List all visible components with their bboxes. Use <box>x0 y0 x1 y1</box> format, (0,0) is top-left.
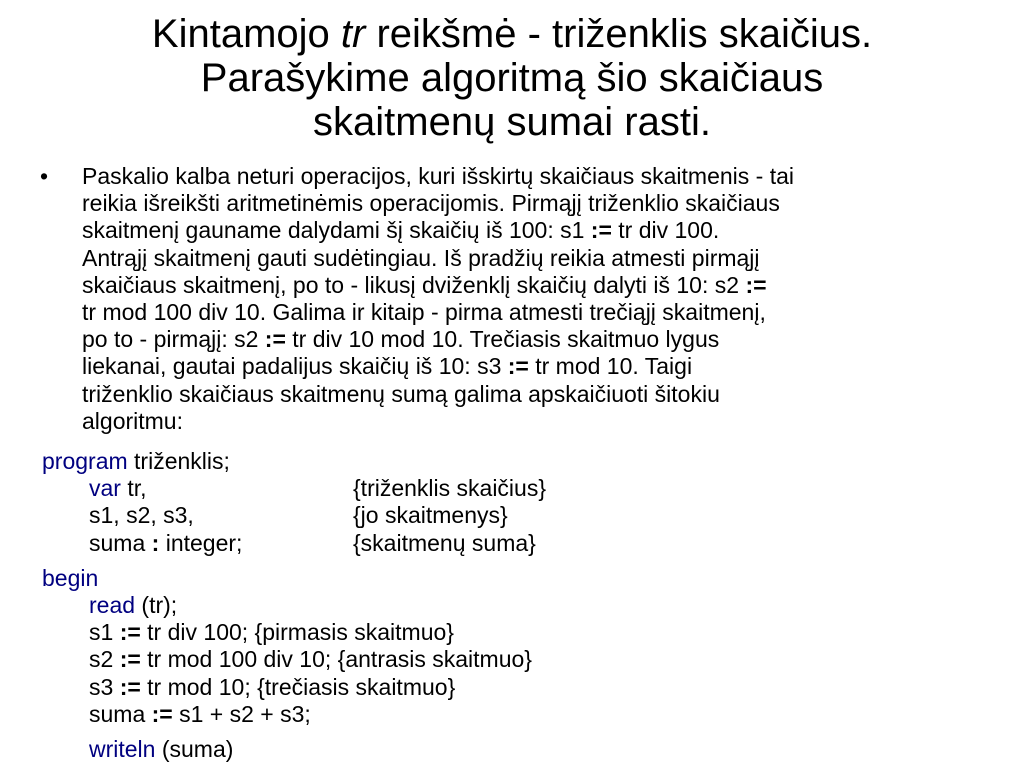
paragraph-line: tr mod 100 div 10. Galima ir kitaip - pirma atmesti trečiąjį skaitmenį, <box>82 299 766 326</box>
title-line-1 <box>60 12 964 56</box>
paragraph-text: tr mod 10. Taigi <box>528 353 693 380</box>
title-line-3: skaitmenų sumai rasti. <box>313 100 711 144</box>
code-text: s1 <box>89 619 120 646</box>
code-text: triženklis; <box>127 448 230 474</box>
paragraph-text: skaičiaus skaitmenį, po to - likusį dviženklį skaičių dalyti iš 10: s2 <box>82 271 746 298</box>
code-text: tr mod 100 div 10; {antrasis skaitmuo} <box>140 646 532 673</box>
code-text: suma <box>89 700 152 727</box>
code-line-var <box>42 475 547 502</box>
assign-operator: := <box>119 619 141 646</box>
paragraph-line: Paskalio kalba neturi operacijos, kuri išskirtų skaičiaus skaitmenis - tai <box>82 163 795 189</box>
code-comment: {triženklis skaičius} <box>353 475 547 502</box>
paragraph-text: tr div 100. <box>611 217 720 244</box>
paragraph-line: Antrąjį skaitmenį gauti sudėtingiau. Iš pradžių reikia atmesti pirmąjį <box>82 244 760 271</box>
code-line-s1 <box>42 619 532 646</box>
code-text: tr, <box>120 475 147 502</box>
code-line-vars-s <box>42 502 532 529</box>
pascal-code-block <box>42 448 547 763</box>
keyword-begin: begin <box>42 564 99 591</box>
code-text: integer; <box>159 529 243 556</box>
paragraph-text: po to - pirmąjį: s2 <box>82 326 265 353</box>
title-text: reikšmė - triženklis skaičius. <box>365 12 873 56</box>
keyword-var: var <box>89 475 121 502</box>
code-text: tr div 100; {pirmasis skaitmuo} <box>140 619 454 646</box>
keyword-read: read <box>89 591 136 618</box>
assign-operator: := <box>745 271 767 298</box>
code-line-writeln <box>42 736 532 763</box>
assign-operator: := <box>151 700 173 727</box>
paragraph-line: reikia išreikšti aritmetinėmis operacijomis. Pirmąjį triženklio skaičiaus <box>82 190 780 217</box>
code-line-suma <box>42 701 532 728</box>
code-comment: {jo skaitmenys} <box>353 502 508 529</box>
code-text: tr mod 10; {trečiasis skaitmuo} <box>140 673 456 700</box>
code-comment: {skaitmenų suma} <box>353 529 536 556</box>
title-variable: tr <box>340 12 366 56</box>
keyword-writeln: writeln <box>89 735 156 762</box>
bullet-list <box>40 163 990 435</box>
code-text: s2 <box>89 646 120 673</box>
code-text: s3 <box>89 673 120 700</box>
paragraph-line <box>82 217 990 244</box>
code-line-begin <box>42 565 532 592</box>
title-line-2: Parašykime algoritmą šio skaičiaus <box>200 56 824 100</box>
paragraph-text: liekanai, gautai padalijus skaičių iš 10: s3 <box>82 353 508 380</box>
bullet-marker: • <box>40 163 49 189</box>
paragraph-line <box>82 272 990 299</box>
paragraph-line: triženklio skaičiaus skaitmenų sumą galima apskaičiuoti šitokiu <box>82 380 720 407</box>
assign-operator: := <box>507 353 529 380</box>
code-line-s2 <box>42 646 532 673</box>
code-line-read <box>42 592 532 619</box>
assign-operator: := <box>119 646 141 673</box>
assign-operator: := <box>590 217 612 244</box>
paragraph-line <box>82 326 990 353</box>
code-line-var-suma <box>42 529 536 557</box>
slide-title <box>60 12 964 144</box>
paragraph-text: skaitmenį gauname dalydami šį skaičių iš 100: s1 <box>82 217 591 244</box>
assign-operator: := <box>119 673 141 700</box>
keyword-program: program <box>42 448 128 474</box>
assign-operator: := <box>264 326 286 353</box>
code-text: s1 + s2 + s3; <box>172 700 311 727</box>
title-text: Kintamojo <box>151 12 341 56</box>
code-line-program <box>42 448 532 475</box>
code-line-s3 <box>42 674 532 701</box>
code-text: (suma) <box>155 735 234 762</box>
paragraph-line: algoritmu: <box>82 407 183 434</box>
colon-operator: : <box>151 529 160 556</box>
code-text: s1, s2, s3, <box>89 502 194 529</box>
paragraph-line <box>82 353 990 380</box>
bullet-paragraph <box>82 163 990 435</box>
code-text: suma <box>89 529 152 556</box>
bullet-item <box>40 163 990 435</box>
code-text: (tr); <box>135 591 178 618</box>
paragraph-text: tr div 10 mod 10. Trečiasis skaitmuo lygus <box>285 326 720 353</box>
